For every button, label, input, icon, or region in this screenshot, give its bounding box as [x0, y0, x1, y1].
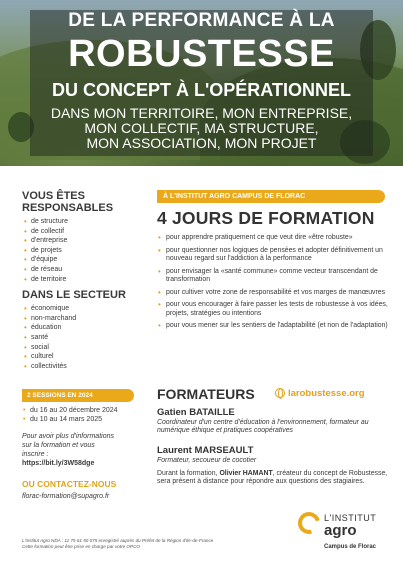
objective-item: • pour apprendre pratiquement ce que veut dire «être robuste» — [157, 234, 389, 243]
info-line: Pour avoir plus d'informations — [22, 433, 114, 441]
list-item: • de réseau — [22, 265, 140, 275]
trainer-card — [157, 445, 387, 465]
session-date: • du 16 au 20 décembre 2024 — [22, 406, 140, 415]
responsables-list — [22, 217, 140, 284]
list-item: • de territoire — [22, 275, 140, 285]
hero-subtitle: DU CONCEPT À L'OPÉRATIONNEL — [52, 80, 351, 100]
responsables-title-line: VOUS ÊTES — [22, 190, 85, 202]
responsables-title — [22, 190, 140, 214]
secteur-title: DANS LE SECTEUR — [22, 289, 126, 302]
left-column — [22, 190, 140, 500]
logo-ring-icon — [294, 508, 324, 538]
trainer-name: Laurent MARSEAULT — [157, 445, 254, 456]
sessions-badge: 2 SESSIONS EN 2024 — [22, 389, 134, 402]
logo-main-text: agro — [324, 522, 357, 539]
list-item: • collectivités — [22, 362, 140, 372]
list-item: • d'équipe — [22, 255, 140, 265]
objectives-list — [157, 234, 389, 331]
list-item: • de projets — [22, 246, 140, 256]
globe-icon — [275, 388, 285, 398]
list-item: • social — [22, 343, 140, 353]
hero-audience — [0, 106, 403, 151]
hero-audience-line: MON COLLECTIF, MA STRUCTURE, — [84, 120, 319, 136]
info-text — [22, 433, 140, 459]
logo-top-text: L'INSTITUT — [324, 513, 377, 523]
campus-badge: À L'INSTITUT AGRO CAMPUS DE FLORAC — [157, 190, 385, 203]
secteur-list — [22, 304, 140, 371]
objective-item: • pour envisager la «santé commune» comme vecteur transcendant de transformation — [157, 268, 389, 285]
contact-title: OU CONTACTEZ-NOUS — [22, 479, 117, 490]
objective-item: • pour vous encourager à faire passer les tests de robustesse à vos idées, projets, stratégies ou intentions — [157, 301, 389, 318]
objective-item: • pour cultiver votre zone de responsabilité et vos marges de manœuvres — [157, 289, 389, 298]
note-text: , créateur du concept de Robustesse, sera présent à distance pour répondre aux questions des stagiaires. — [157, 470, 388, 486]
right-column — [157, 190, 389, 335]
objective-item: • pour questionner nos logiques de pensées et adopter définitivement un nouveau regard sur l'addiction à la performance — [157, 247, 389, 264]
institut-agro-logo — [296, 510, 396, 566]
formation-headline: 4 JOURS DE FORMATION — [157, 208, 375, 228]
logo-campus-text: Campus de Florac — [324, 544, 377, 550]
responsables-title-line: RESPONSABLES — [22, 202, 114, 214]
trainer-card — [157, 407, 387, 436]
list-item: • d'entreprise — [22, 236, 140, 246]
list-item: • de collectif — [22, 227, 140, 237]
hero-main-title: ROBUSTESSE — [68, 33, 335, 75]
footer-line: L'Institut Agro NDA : 11 75 61 50 075 enregistré auprès du Préfet de la Région d'Ile-de-France — [22, 538, 214, 543]
list-item: • santé — [22, 333, 140, 343]
objective-item: • pour vous mener sur les sentiers de l'adaptabilité (et non de l'adaptation) — [157, 322, 389, 331]
info-line: inscrire : — [22, 450, 49, 458]
list-item: • culturel — [22, 352, 140, 362]
sessions-list — [22, 406, 140, 424]
hero-audience-line: MON ASSOCIATION, MON PROJET — [86, 135, 317, 151]
trainer-name: Gatien BATAILLE — [157, 407, 235, 418]
formateurs-title: FORMATEURS — [157, 386, 255, 402]
footer-line: Cette formation peut être prise en charge par votre OPCO — [22, 543, 140, 549]
hero-line-1: DE LA PERFORMANCE À LA — [68, 10, 335, 31]
registration-link[interactable]: https://bit.ly/3W58dge — [22, 460, 95, 468]
contact-email[interactable]: florac-formation@supagro.fr — [22, 493, 110, 501]
trainer-role: Formateur, secoueur de cocotier — [157, 457, 257, 464]
info-line: sur la formation et vous — [22, 441, 95, 449]
list-item: • non-marchand — [22, 314, 140, 324]
session-date: • du 10 au 14 mars 2025 — [22, 415, 140, 424]
hero-banner — [0, 0, 403, 166]
website-link[interactable]: larobustesse.org — [288, 388, 365, 399]
legal-footer — [22, 538, 272, 549]
list-item: • éducation — [22, 323, 140, 333]
note-text: Durant la formation, — [157, 470, 220, 477]
list-item: • de structure — [22, 217, 140, 227]
note-name: Olivier HAMANT — [219, 470, 273, 477]
hamant-note — [157, 470, 389, 487]
hero-audience-line: DANS MON TERRITOIRE, MON ENTREPRISE, — [50, 105, 353, 121]
list-item: • économique — [22, 304, 140, 314]
trainer-role: Coordinateur d'un centre d'éducation à l'environnement, formateur au numérique éthique et pratiques coopératives — [157, 419, 369, 435]
